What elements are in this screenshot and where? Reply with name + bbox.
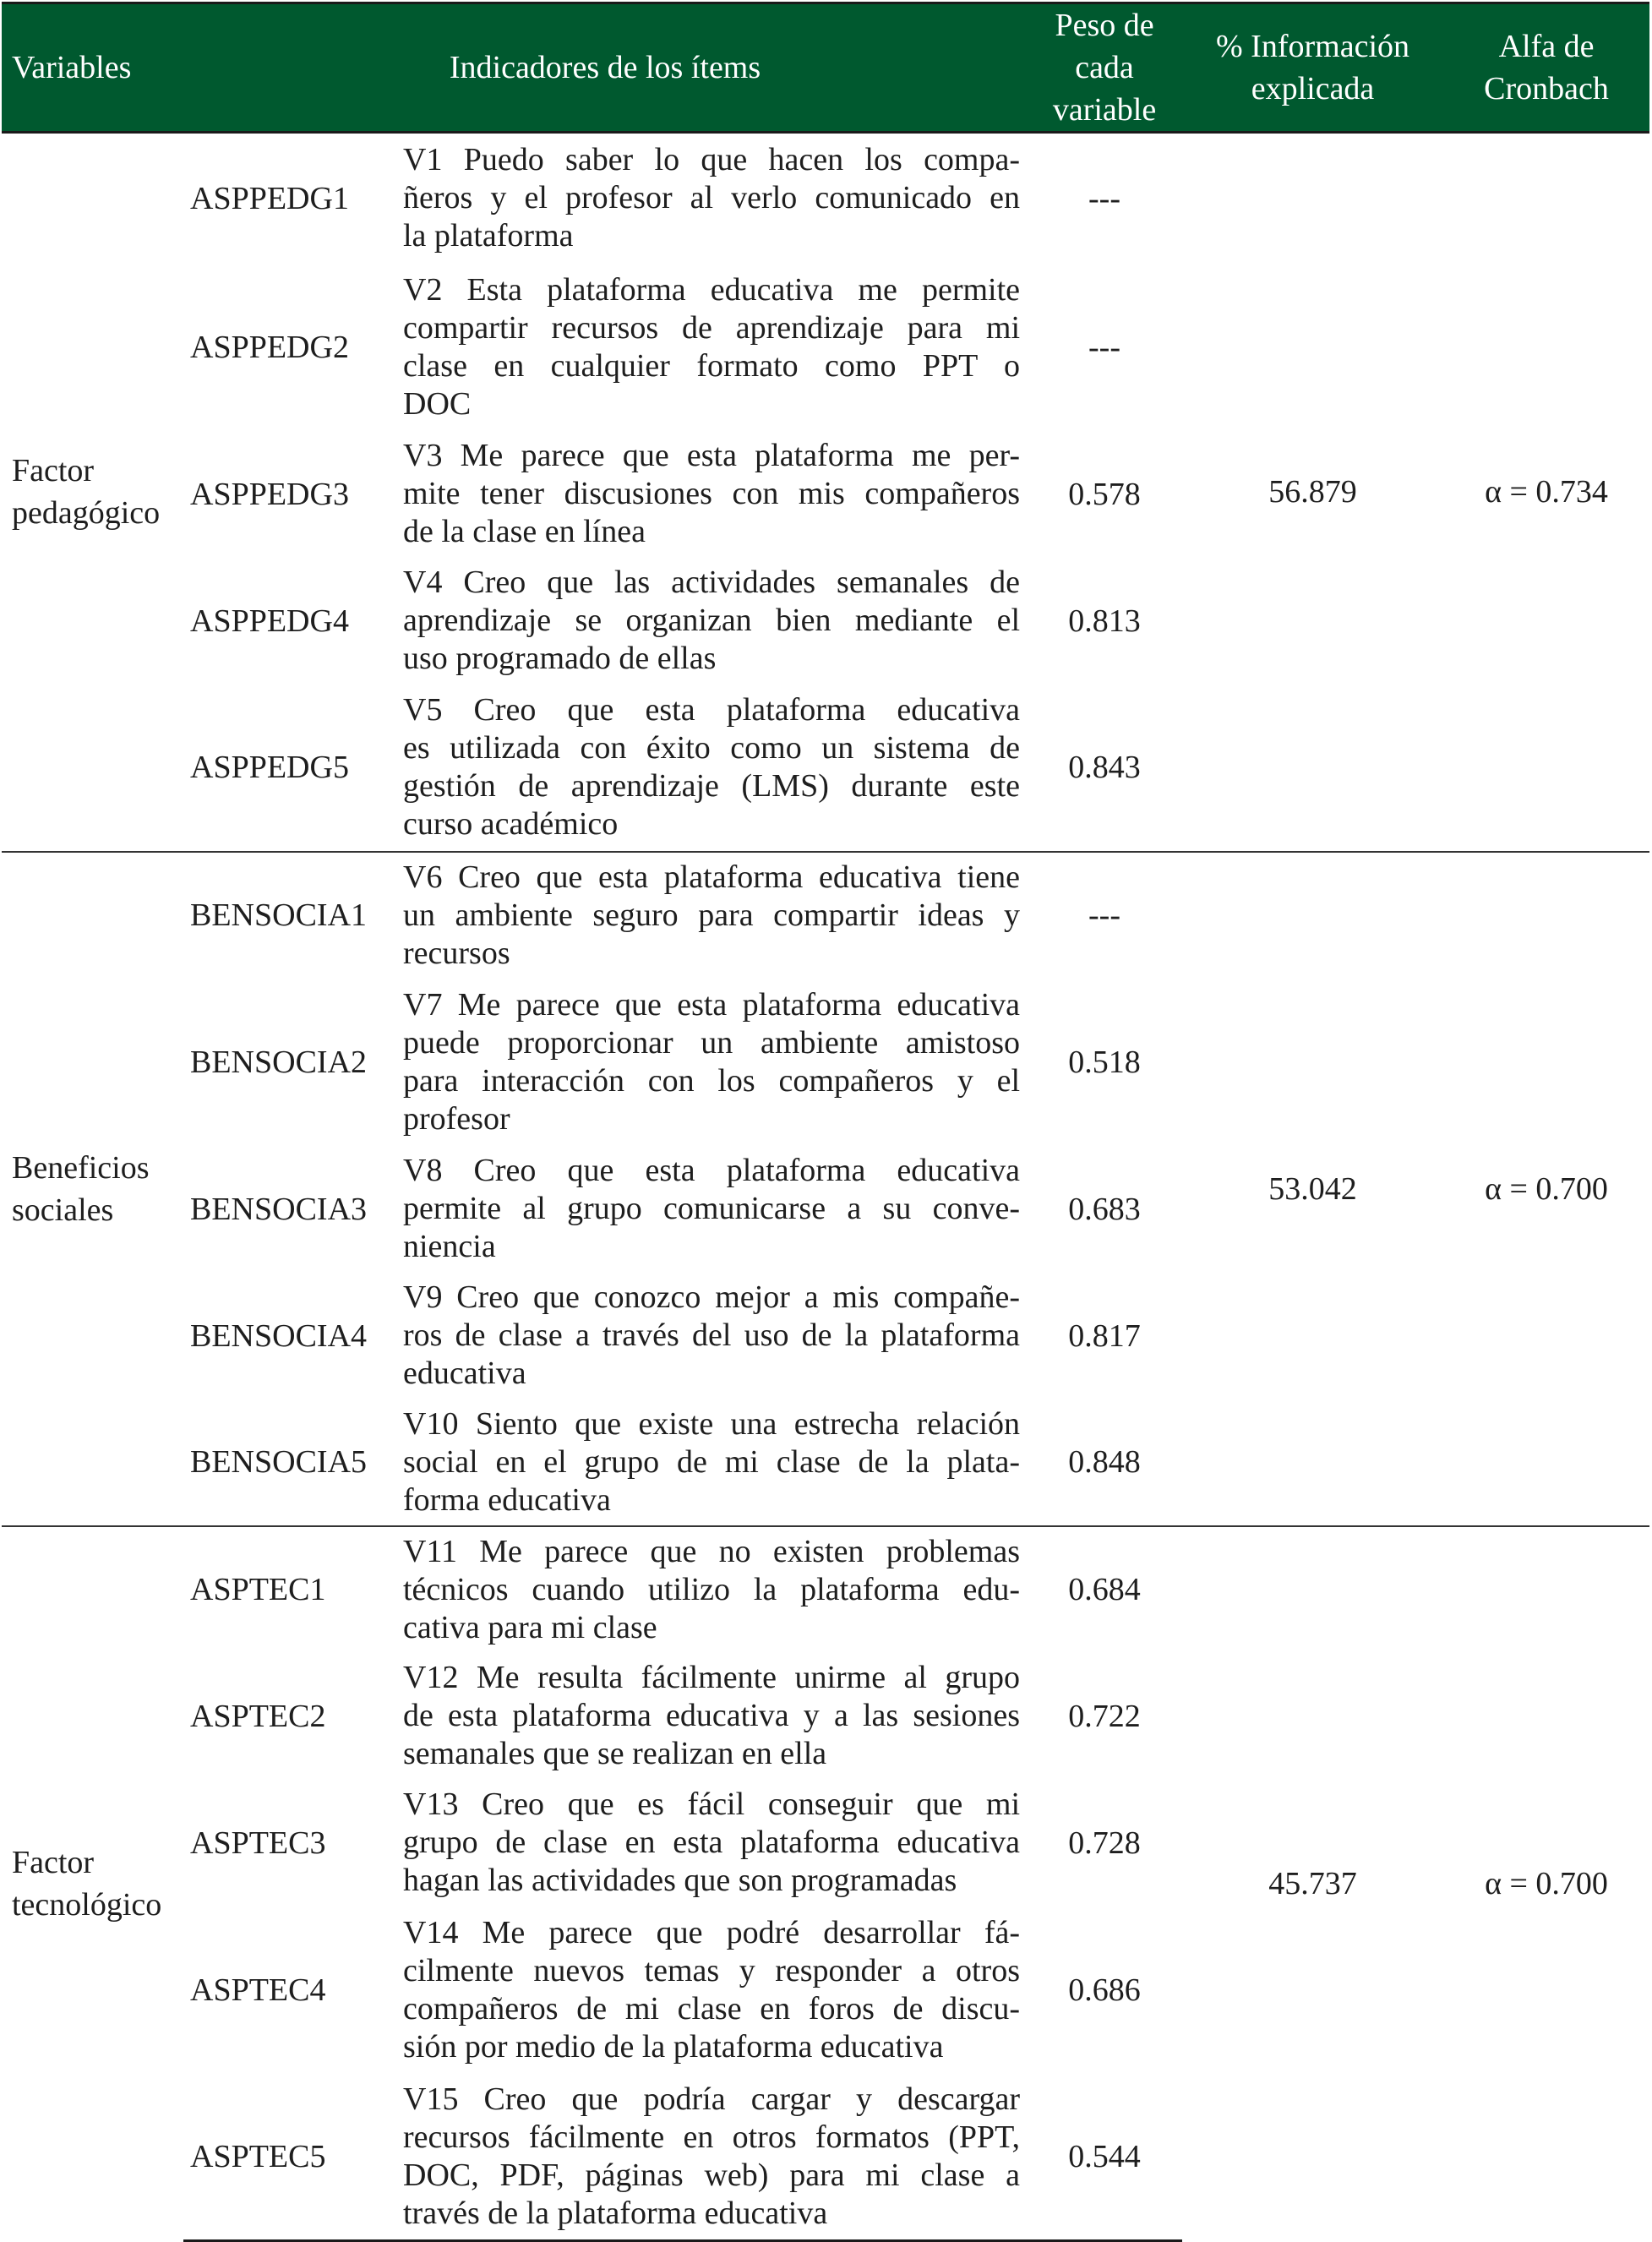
indicator-line: gestión de aprendizaje (LMS) durante este (403, 768, 1021, 804)
indicator-line: clase en cualquier formato como PPT o (403, 347, 1021, 384)
table-row (2, 133, 1649, 264)
item-code: BENSOCIA3 (190, 1191, 368, 1227)
indicator-line: V15 Creo que podría cargar y descargar (403, 2081, 1021, 2117)
indicator-line: ñeros y el profesor al verlo comunicado en (403, 180, 1021, 216)
header-info-line: explicada (1251, 71, 1375, 106)
item-code: BENSOCIA5 (190, 1444, 368, 1480)
indicator-line: la plataforma (403, 218, 574, 254)
indicator-line: social en el grupo de mi clase de la plata- (403, 1443, 1021, 1480)
item-weight: 0.518 (1068, 1044, 1141, 1080)
indicator-line: V10 Siento que existe una estrecha relación (403, 1405, 1021, 1442)
cronbach-alpha: α = 0.734 (1443, 133, 1649, 852)
indicator-line: semanales que se realizan en ella (403, 1736, 827, 1771)
item-weight: 0.817 (1068, 1317, 1141, 1354)
item-weight: 0.843 (1068, 750, 1141, 785)
indicator-line: ros de clase a través del uso de la plataforma (403, 1317, 1021, 1353)
indicator-line: mite tener discusiones con mis compañeros (403, 476, 1021, 511)
item-weight: 0.544 (1027, 2074, 1182, 2241)
item-indicator (403, 264, 1027, 431)
item-indicator (403, 852, 1027, 979)
item-weight: --- (1027, 133, 1182, 264)
header-alpha-line: Cronbach (1484, 71, 1609, 106)
indicator-line: V4 Creo que las actividades semanales de (403, 565, 1021, 600)
explained-info: 45.737 (1182, 1526, 1443, 2241)
indicator-line: recursos fácilmente en otros formatos (PPT, (403, 2119, 1021, 2155)
variable-group-line: Factor (12, 453, 95, 489)
indicator-line: V8 Creo que esta plataforma educativa (403, 1153, 1021, 1188)
header-info (1182, 3, 1443, 133)
item-indicator (403, 133, 1027, 264)
item-indicator (403, 1146, 1027, 1273)
table-container (2, 2, 1649, 2231)
header-info-line: % Información (1216, 29, 1409, 64)
item-indicator (403, 1780, 1027, 1907)
header-weight (1027, 3, 1182, 133)
table-body (2, 133, 1649, 2241)
item-weight: 0.848 (1068, 1444, 1141, 1480)
item-code: ASPTEC1 (183, 1526, 403, 1653)
indicator-line: técnicos cuando utilizo la plataforma edu- (403, 1571, 1021, 1607)
item-code: ASPPEDG3 (190, 476, 349, 512)
indicator-line: un ambiente seguro para compartir ideas y (403, 897, 1021, 933)
header-weight-line: Peso de cada (1055, 8, 1154, 85)
item-indicator (403, 1653, 1027, 1780)
indicator-line: V14 Me parece que podré desarrollar fá- (403, 1914, 1021, 1950)
item-code: BENSOCIA4 (190, 1317, 368, 1354)
variable-group-line: Beneficios (12, 1149, 150, 1186)
item-weight: --- (1088, 329, 1120, 365)
indicator-line: V6 Creo que esta plataforma educativa tiene (403, 859, 1021, 895)
item-indicator (403, 979, 1027, 1146)
indicator-line: recursos (403, 935, 510, 971)
indicator-line: V11 Me parece que no existen problemas (403, 1533, 1021, 1569)
item-indicator (403, 558, 1027, 685)
cronbach-alpha: α = 0.700 (1443, 852, 1649, 1526)
item-indicator (403, 1273, 1027, 1399)
cronbach-alpha: α = 0.700 (1443, 1526, 1649, 2241)
item-code: ASPPEDG5 (190, 750, 349, 785)
variable-group-name (2, 133, 183, 852)
item-weight: 0.578 (1068, 476, 1141, 512)
indicator-line: curso académico (403, 806, 619, 842)
variable-group-line: Factor (12, 1845, 95, 1880)
indicator-line: compañeros de mi clase en foros de discu- (403, 1990, 1021, 2027)
item-weight: 0.728 (1068, 1825, 1141, 1861)
variable-group-line: sociales (12, 1192, 114, 1228)
indicator-line: cilmente nuevos temas y responder a otros (403, 1952, 1021, 1988)
indicator-line: grupo de clase en esta plataforma educativa (403, 1825, 1021, 1860)
indicator-line: V12 Me resulta fácilmente unirme al grupo (403, 1660, 1021, 1695)
item-weight: 0.722 (1068, 1698, 1141, 1734)
item-indicator (403, 1526, 1027, 1653)
variable-group-line: pedagógico (12, 495, 161, 532)
indicator-line: V13 Creo que es fácil conseguir que mi (403, 1787, 1021, 1822)
header-alpha-line: Alfa de (1498, 29, 1595, 64)
indicator-line: hagan las actividades que son programadas (403, 1863, 957, 1898)
item-indicator (403, 431, 1027, 558)
table-row (2, 1526, 1649, 1653)
variable-group-name (2, 852, 183, 1526)
item-indicator (403, 1907, 1027, 2074)
indicator-line: forma educativa (403, 1481, 611, 1518)
indicator-line: aprendizaje se organizan bien mediante el (403, 603, 1021, 638)
item-code: ASPPEDG2 (190, 329, 349, 365)
item-code: BENSOCIA2 (190, 1044, 368, 1080)
item-code: ASPTEC3 (190, 1825, 326, 1861)
table-row (2, 852, 1649, 979)
indicator-line: V7 Me parece que esta plataforma educativa (403, 986, 1021, 1023)
indicator-line: es utilizada con éxito como un sistema de (403, 730, 1021, 766)
indicator-line: de esta plataforma educativa y a las sesiones (403, 1698, 1021, 1733)
indicator-line: sión por medio de la plataforma educativa (403, 2028, 944, 2065)
indicator-line: V3 Me parece que esta plataforma me per- (403, 438, 1021, 473)
item-weight: --- (1027, 852, 1182, 979)
indicator-line: V5 Creo que esta plataforma educativa (403, 692, 1021, 728)
item-indicator (403, 685, 1027, 852)
indicator-line: V9 Creo que conozco mejor a mis compañe- (403, 1279, 1021, 1315)
indicator-line: cativa para mi clase (403, 1609, 657, 1645)
indicator-line: de la clase en línea (403, 514, 646, 549)
indicator-line: niencia (403, 1229, 496, 1264)
indicator-line: DOC (403, 385, 472, 422)
header-indicators: Indicadores de los ítems (183, 3, 1027, 133)
indicator-line: educativa (403, 1356, 526, 1391)
explained-info: 56.879 (1182, 133, 1443, 852)
header-alpha (1443, 3, 1649, 133)
item-code: ASPTEC5 (183, 2074, 403, 2241)
header-variables: Variables (2, 3, 183, 133)
indicator-line: para interacción con los compañeros y el (403, 1062, 1021, 1099)
item-code: ASPTEC4 (190, 1972, 326, 2008)
explained-info: 53.042 (1182, 852, 1443, 1526)
header-row (2, 3, 1649, 133)
indicator-line: compartir recursos de aprendizaje para mi (403, 309, 1021, 346)
item-indicator (403, 1399, 1027, 1526)
item-weight: 0.684 (1027, 1526, 1182, 1653)
indicator-line: profesor (403, 1100, 510, 1137)
indicator-line: puede proporcionar un ambiente amistoso (403, 1024, 1021, 1061)
variable-group-line: tecnológico (12, 1887, 162, 1923)
indicator-line: V1 Puedo saber lo que hacen los compa- (403, 142, 1021, 178)
item-code: ASPTEC2 (190, 1698, 326, 1734)
indicator-line: V2 Esta plataforma educativa me permite (403, 271, 1021, 308)
item-code: ASPPEDG4 (190, 603, 349, 639)
item-weight: 0.683 (1068, 1191, 1141, 1227)
indicator-line: través de la plataforma educativa (403, 2195, 828, 2231)
indicator-line: DOC, PDF, páginas web) para mi clase a (403, 2157, 1021, 2193)
indicator-line: uso programado de ellas (403, 641, 717, 676)
factor-analysis-table (2, 2, 1649, 2242)
item-code: ASPPEDG1 (183, 133, 403, 264)
indicator-line: permite al grupo comunicarse a su conve- (403, 1191, 1021, 1226)
item-weight: 0.813 (1068, 603, 1141, 639)
item-code: BENSOCIA1 (183, 852, 403, 979)
item-weight: 0.686 (1068, 1972, 1141, 2008)
item-indicator (403, 2074, 1027, 2241)
header-weight-line: variable (1052, 92, 1157, 128)
variable-group-name (2, 1526, 183, 2241)
